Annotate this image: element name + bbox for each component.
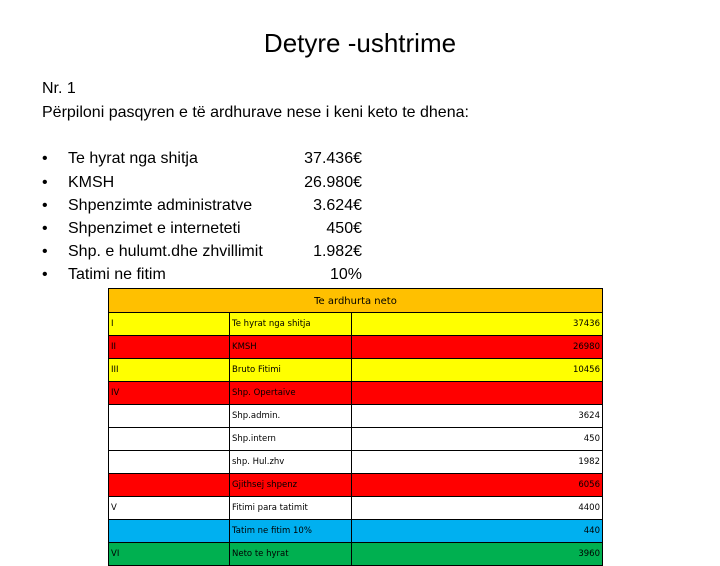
- row-label: KMSH: [230, 336, 352, 359]
- row-value: 26980: [352, 336, 603, 359]
- row-value: 3624: [352, 405, 603, 428]
- table-header-row: [109, 289, 603, 313]
- bullet-icon: •: [42, 174, 48, 191]
- exercise-instruction: Përpiloni pasqyren e të ardhurave nese i keni keto te dhena:: [42, 104, 469, 121]
- row-number: [109, 520, 230, 543]
- table-row: [109, 543, 603, 566]
- row-label: Neto te hyrat: [230, 543, 352, 566]
- given-item-value: 450€: [326, 220, 362, 237]
- table-row: [109, 428, 603, 451]
- table-row: [109, 520, 603, 543]
- given-item-label: Shpenzimte administratve: [68, 197, 253, 214]
- row-value: 6056: [352, 474, 603, 497]
- bullet-icon: •: [42, 266, 48, 283]
- bullet-icon: •: [42, 197, 48, 214]
- table-row: [109, 474, 603, 497]
- bullet-icon: •: [42, 220, 48, 237]
- given-item: [42, 150, 362, 172]
- table-row: [109, 405, 603, 428]
- exercise-number: Nr. 1: [42, 80, 76, 97]
- table-row: [109, 313, 603, 336]
- table-header: Te ardhurta neto: [109, 289, 603, 313]
- row-label: Gjithsej shpenz: [230, 474, 352, 497]
- table-row: [109, 336, 603, 359]
- row-number: VI: [109, 543, 230, 566]
- row-number: III: [109, 359, 230, 382]
- row-number: V: [109, 497, 230, 520]
- row-value: 440: [352, 520, 603, 543]
- row-number: I: [109, 313, 230, 336]
- given-item-label: Shpenzimet e interneteti: [68, 220, 241, 237]
- row-value: 450: [352, 428, 603, 451]
- bullet-icon: •: [42, 243, 48, 260]
- given-item-value: 10%: [329, 266, 362, 283]
- given-item-value: 3.624€: [313, 197, 362, 214]
- table-row: [109, 451, 603, 474]
- row-value: 10456: [352, 359, 603, 382]
- given-item: [42, 197, 362, 219]
- given-item-label: Te hyrat nga shitja: [68, 150, 198, 167]
- row-number: IV: [109, 382, 230, 405]
- given-item-label: Shp. e hulumt.dhe zhvillimit: [68, 243, 263, 260]
- table-row: [109, 359, 603, 382]
- row-label: Tatim ne fitim 10%: [230, 520, 352, 543]
- slide-title: Detyre -ushtrime: [263, 28, 457, 58]
- given-item: [42, 266, 362, 288]
- bullet-icon: •: [42, 150, 48, 167]
- given-item: [42, 174, 362, 196]
- given-item: [42, 220, 362, 242]
- row-number: [109, 474, 230, 497]
- row-label: Bruto Fitimi: [230, 359, 352, 382]
- row-number: II: [109, 336, 230, 359]
- row-value: 37436: [352, 313, 603, 336]
- given-item-label: Tatimi ne fitim: [68, 266, 166, 283]
- row-label: Shp.intern: [230, 428, 352, 451]
- given-item: [42, 243, 362, 265]
- row-label: Fitimi para tatimit: [230, 497, 352, 520]
- income-statement-table: [108, 288, 603, 566]
- table-row: [109, 382, 603, 405]
- row-number: [109, 451, 230, 474]
- given-item-value: 37.436€: [304, 150, 362, 167]
- row-value: 4400: [352, 497, 603, 520]
- row-label: shp. Hul.zhv: [230, 451, 352, 474]
- row-value: 1982: [352, 451, 603, 474]
- row-value: [352, 382, 603, 405]
- given-item-label: KMSH: [68, 174, 115, 191]
- given-item-value: 1.982€: [313, 243, 362, 260]
- row-label: Te hyrat nga shitja: [230, 313, 352, 336]
- table-row: [109, 497, 603, 520]
- row-value: 3960: [352, 543, 603, 566]
- row-number: [109, 405, 230, 428]
- row-label: Shp. Opertaive: [230, 382, 352, 405]
- row-number: [109, 428, 230, 451]
- row-label: Shp.admin.: [230, 405, 352, 428]
- given-item-value: 26.980€: [304, 174, 362, 191]
